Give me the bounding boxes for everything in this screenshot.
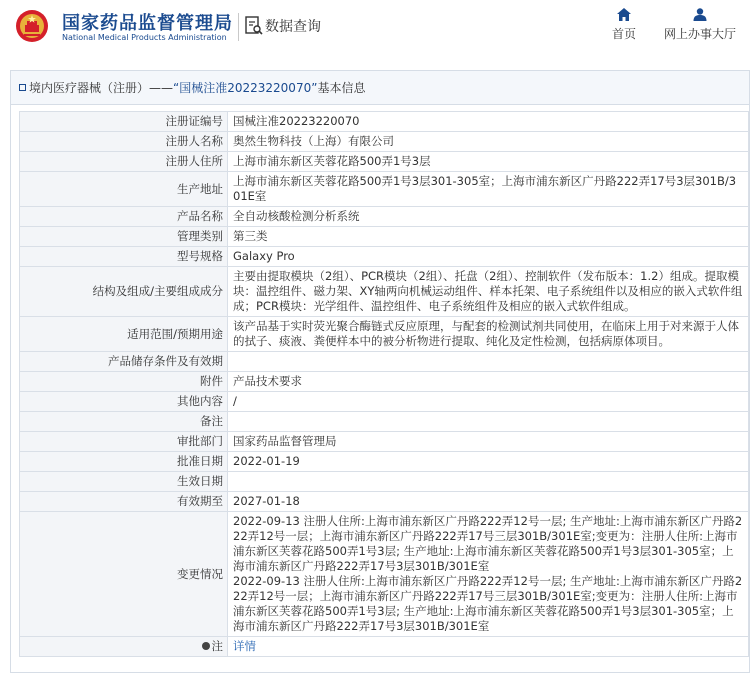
row-label: 适用范围/预期用途 [20, 317, 228, 352]
details-link[interactable]: 详情 [233, 639, 256, 653]
row-value [228, 412, 749, 432]
detail-panel [10, 70, 750, 673]
org-name-cn: 国家药品监督管理局 [62, 13, 233, 34]
table-row [20, 412, 749, 432]
table-row [20, 112, 749, 132]
table-row [20, 152, 749, 172]
row-label: 注册人住所 [20, 152, 228, 172]
query-title: 数据查询 [265, 19, 321, 35]
nav-home[interactable] [606, 8, 642, 42]
note-label: 注 [211, 639, 223, 653]
panel-title-number: “国械注准20223220070” [173, 81, 318, 95]
row-label: 管理类别 [20, 227, 228, 247]
row-label: 附件 [20, 372, 228, 392]
table-row [20, 207, 749, 227]
table-row [20, 352, 749, 372]
table-row [20, 227, 749, 247]
panel-title-prefix: 境内医疗器械（注册）—— [29, 81, 174, 95]
row-label: 注册证编号 [20, 112, 228, 132]
table-row [20, 452, 749, 472]
table-row [20, 372, 749, 392]
row-label: 生产地址 [20, 172, 228, 207]
row-value: 奥然生物科技（上海）有限公司 [228, 132, 749, 152]
row-value: 上海市浦东新区芙蓉花路500弄1号3层 [228, 152, 749, 172]
row-label: 有效期至 [20, 492, 228, 512]
national-emblem-icon [15, 9, 49, 43]
row-value: 主要由提取模块（2组）、PCR模块（2组）、托盘（2组）、控制软件（发布版本：1.2）组成。提取模块：温控组件、磁力架、XY轴两向机械运动组件、样本托架、电子系统组件以及相应的嵌入式软件组成；PCR模块：光学组件、温控组件、电子系统组件及相应的嵌入式软件组成。 [228, 267, 749, 317]
title-square-icon [19, 84, 26, 91]
user-icon [693, 8, 707, 21]
change-history-value: 2022-09-13 注册人住所:上海市浦东新区广丹路222弄12号一层; 生产地址:上海市浦东新区广丹路222弄12号一层；上海市浦东新区广丹路222弄17号三层301B/301E室;变更为：注册人住所:上海市浦东新区芙蓉花路500弄1号3层; 生产地址:上海市浦东新区芙蓉花路500弄1号3层301-305室；上海市浦东新区广丹路222弄17号3层301B/301E室 2022-09-13 注册人住所:上海市浦东新区广丹路222弄12号一层; 生产地址:上海市浦东新区广丹路222弄12号一层；上海市浦东新区广丹路222弄17号三层301B/301E室;变更为：注册人住所:上海市浦东新区芙蓉花路500弄1号3层; 生产地址:上海市浦东新区芙蓉花路500弄1号3层301-305室；上海市浦东新区广丹路222弄17号3层301B/301E室 [228, 512, 749, 637]
row-value: / [228, 392, 749, 412]
table-row [20, 172, 749, 207]
row-label: 其他内容 [20, 392, 228, 412]
table-row [20, 492, 749, 512]
row-value: 该产品基于实时荧光聚合酶链式反应原理，与配套的检测试剂共同使用，在临床上用于对来源于人体的拭子、痰液、粪便样本中的被分析物进行提取、纯化及定性检测，包括病原体项目。 [228, 317, 749, 352]
row-value [228, 637, 749, 657]
panel-title [11, 71, 749, 105]
data-query-icon [245, 16, 263, 36]
row-value: 国械注准20223220070 [228, 112, 749, 132]
row-label: 注册人名称 [20, 132, 228, 152]
row-label-note [20, 637, 228, 657]
site-header [0, 0, 752, 54]
row-label: 产品名称 [20, 207, 228, 227]
table-row [20, 472, 749, 492]
row-value: 产品技术要求 [228, 372, 749, 392]
table-row [20, 247, 749, 267]
table-row [20, 637, 749, 657]
row-value: 国家药品监督管理局 [228, 432, 749, 452]
table-row [20, 267, 749, 317]
info-table [19, 111, 749, 657]
row-value [228, 352, 749, 372]
row-value: 2022-01-19 [228, 452, 749, 472]
note-bullet-icon [202, 642, 210, 650]
row-label: 型号规格 [20, 247, 228, 267]
table-row [20, 432, 749, 452]
header-divider [238, 13, 239, 41]
nav-online-office[interactable] [660, 8, 740, 42]
row-label: 批准日期 [20, 452, 228, 472]
table-row [20, 132, 749, 152]
nav-online-office-label: 网上办事大厅 [663, 27, 736, 41]
nav-home-label: 首页 [611, 27, 636, 41]
panel-title-suffix: 基本信息 [317, 81, 366, 95]
row-label: 生效日期 [20, 472, 228, 492]
row-label: 产品储存条件及有效期 [20, 352, 228, 372]
row-label: 审批部门 [20, 432, 228, 452]
row-value: Galaxy Pro [228, 247, 749, 267]
org-name-en: National Medical Products Administration [62, 33, 227, 42]
row-value [228, 472, 749, 492]
row-value: 上海市浦东新区芙蓉花路500弄1号3层301-305室；上海市浦东新区广丹路222弄17号3层301B/301E室 [228, 172, 749, 207]
row-value: 第三类 [228, 227, 749, 247]
row-value: 全自动核酸检测分析系统 [228, 207, 749, 227]
table-row [20, 317, 749, 352]
row-label: 变更情况 [20, 512, 228, 637]
table-row [20, 392, 749, 412]
row-label: 备注 [20, 412, 228, 432]
table-row [20, 512, 749, 637]
row-value: 2027-01-18 [228, 492, 749, 512]
row-label: 结构及组成/主要组成成分 [20, 267, 228, 317]
home-icon [617, 8, 631, 21]
